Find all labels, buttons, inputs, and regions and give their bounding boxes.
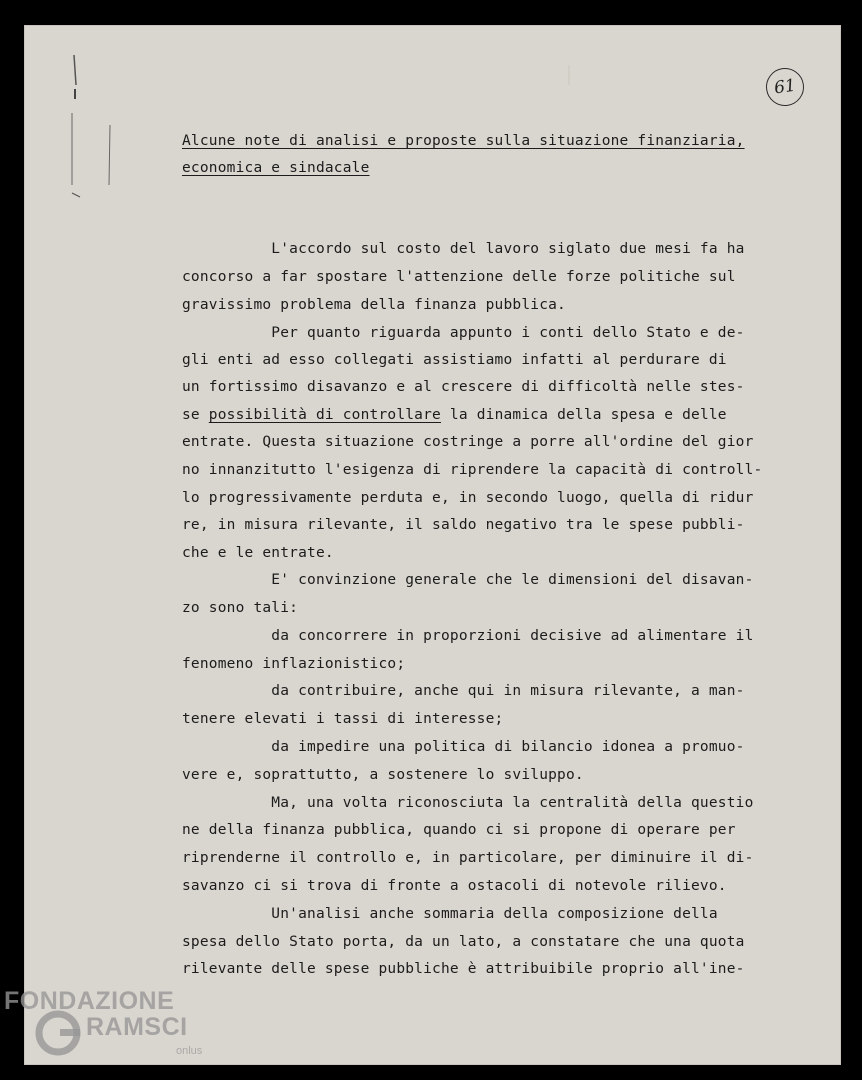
body-line: vere e, soprattutto, a sostenere lo sviluppo. xyxy=(182,767,584,783)
body-line: Ma, una volta riconosciuta la centralità della questio xyxy=(182,795,754,811)
body-line: un fortissimo disavanzo e al crescere di difficoltà nelle stes- xyxy=(182,379,745,395)
body-line: ne della finanza pubblica, quando ci si propone di operare per xyxy=(182,822,736,838)
page-number-stamp: 61 xyxy=(764,66,807,109)
body-line: gravissimo problema della finanza pubblica. xyxy=(182,297,566,313)
watermark-line-1: FONDAZIONE xyxy=(4,987,175,1015)
body-line: lo progressivamente perduta e, in secondo luogo, quella di ridur xyxy=(182,490,754,506)
watermark-line-2: RAMSCI xyxy=(86,1013,188,1041)
body-line: zo sono tali: xyxy=(182,600,299,616)
body-line: no innanzitutto l'esigenza di riprendere la capacità di controll- xyxy=(182,462,763,478)
body-line: E' convinzione generale che le dimensioni del disavan- xyxy=(182,572,754,588)
g-logo-icon xyxy=(34,1009,82,1057)
body-line: Un'analisi anche sommaria della composizione della xyxy=(182,906,718,922)
body-line: savanzo ci si trova di fronte a ostacoli di notevole rilievo. xyxy=(182,878,727,894)
body-line: spesa dello Stato porta, da un lato, a constatare che una quota xyxy=(182,934,745,950)
underlined-phrase: possibilità di controllare xyxy=(208,407,441,423)
body-line: re, in misura rilevante, il saldo negativo tra le spese pubbli- xyxy=(182,517,745,533)
body-line: che e le entrate. xyxy=(182,545,334,561)
body-line: gli enti ad esso collegati assistiamo infatti al perdurare di xyxy=(182,352,727,368)
body-text: la dinamica della spesa e delle xyxy=(440,407,727,423)
body-text: se xyxy=(182,407,209,423)
body-line: concorso a far spostare l'attenzione delle forze politiche sul xyxy=(182,269,736,285)
body-line: fenomeno inflazionistico; xyxy=(182,656,406,672)
body-line: entrate. Questa situazione costringe a porre all'ordine del gior xyxy=(182,434,754,450)
document-title-line-2: economica e sindacale xyxy=(182,160,370,176)
document-title-line-1: Alcune note di analisi e proposte sulla situazione finanziaria, xyxy=(182,133,745,149)
body-line: rilevante delle spese pubbliche è attribuibile proprio all'ine- xyxy=(182,961,745,977)
body-line: Per quanto riguarda appunto i conti dello Stato e de- xyxy=(182,325,745,341)
body-line xyxy=(182,405,727,425)
fondazione-gramsci-watermark xyxy=(4,985,234,1080)
document-page xyxy=(24,25,841,1065)
body-line: da concorrere in proporzioni decisive ad alimentare il xyxy=(182,628,754,644)
body-line: L'accordo sul costo del lavoro siglato due mesi fa ha xyxy=(182,241,745,257)
body-line: riprenderne il controllo e, in particolare, per diminuire il di- xyxy=(182,850,754,866)
body-line: tenere elevati i tassi di interesse; xyxy=(182,711,504,727)
body-line: da contribuire, anche qui in misura rilevante, a man- xyxy=(182,683,745,699)
body-line: da impedire una politica di bilancio idonea a promuo- xyxy=(182,739,745,755)
watermark-suffix: onlus xyxy=(176,1045,203,1057)
